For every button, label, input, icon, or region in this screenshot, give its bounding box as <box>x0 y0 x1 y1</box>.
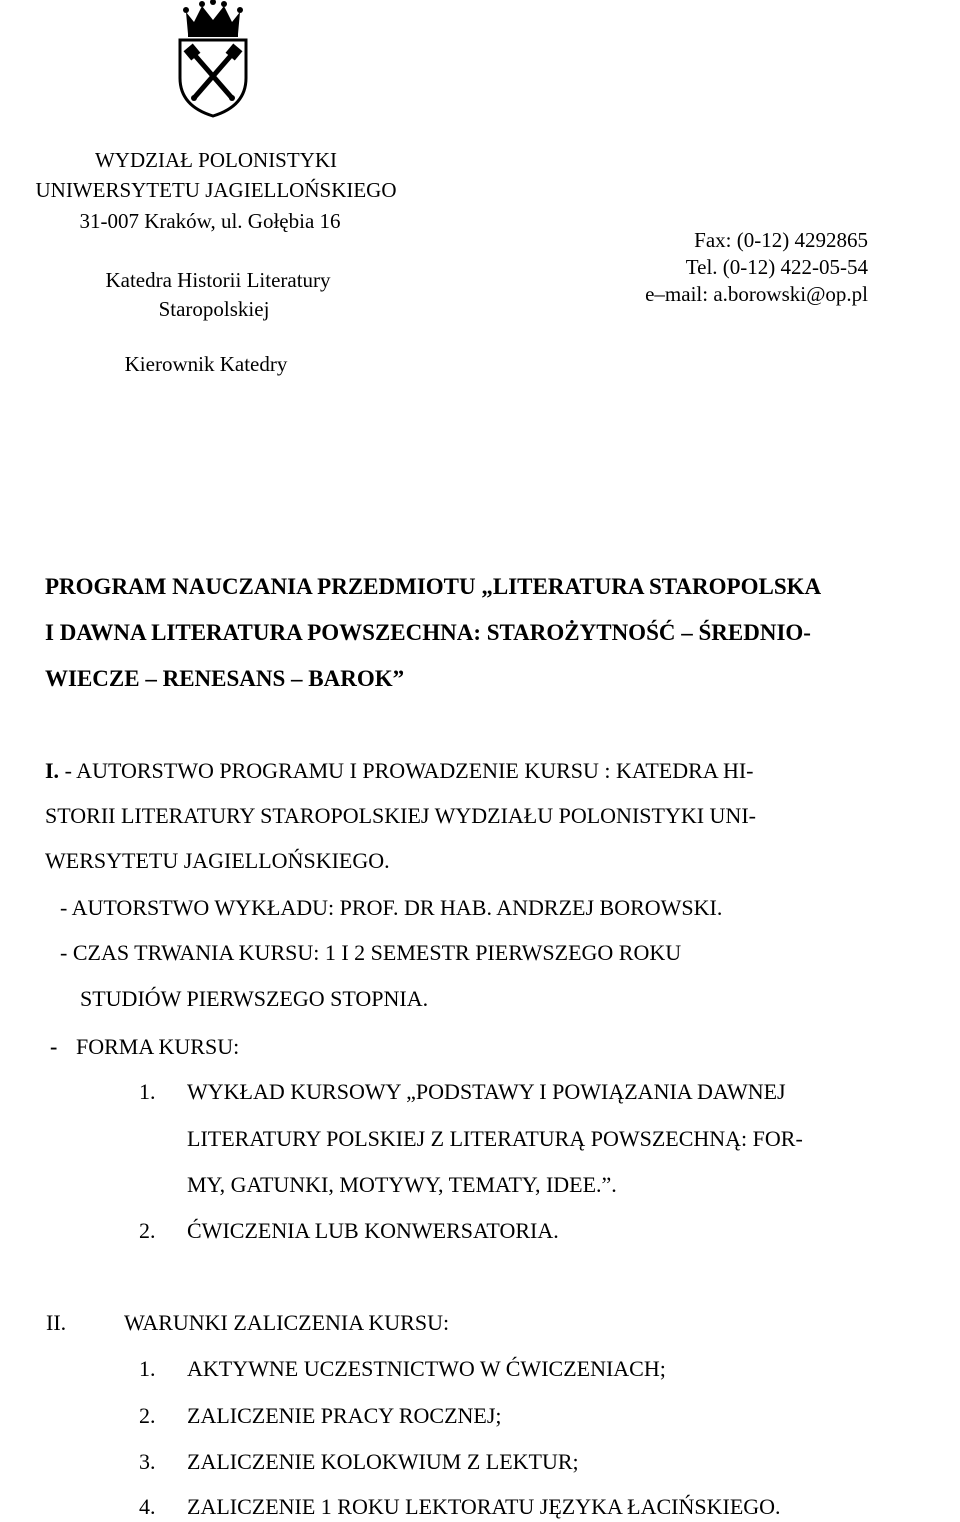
form-item-number: 2. <box>139 1218 156 1243</box>
form-item-number: 1. <box>139 1079 156 1104</box>
form-item-line: MY, GATUNKI, MOTYWY, TEMATY, IDEE.”. <box>187 1172 617 1197</box>
requirement-text: ZALICZENIE 1 ROKU LEKTORATU JĘZYKA ŁACIŃSKIEGO. <box>187 1494 781 1519</box>
department-head-title: Kierownik Katedry <box>124 352 288 376</box>
program-title-line1: PROGRAM NAUCZANIA PRZEDMIOTU „LITERATURA STAROPOLSKA <box>45 574 822 599</box>
form-item-line: LITERATURY POLSKIEJ Z LITERATURĄ POWSZECHNĄ: FOR- <box>187 1126 803 1151</box>
section2-heading: WARUNKI ZALICZENIA KURSU: <box>124 1310 450 1335</box>
section1-line3: WERSYTETU JAGIELLOŃSKIEGO. <box>45 848 390 873</box>
department-name-line1: Katedra Historii Literatury <box>105 268 331 292</box>
requirement-number: 2. <box>139 1403 156 1428</box>
form-item-line: WYKŁAD KURSOWY „PODSTAWY I POWIĄZANIA DAWNEJ <box>187 1079 786 1104</box>
requirement-text: ZALICZENIE PRACY ROCZNEJ; <box>187 1403 502 1428</box>
course-duration-line1: - CZAS TRWANIA KURSU: 1 I 2 SEMESTR PIERWSZEGO ROKU <box>60 940 682 965</box>
faculty-address: 31-007 Kraków, ul. Gołębia 16 <box>79 209 341 233</box>
requirement-number: 4. <box>139 1494 156 1519</box>
contact-email: e–mail: a.borowski@op.pl <box>645 282 868 306</box>
form-item-line: ĆWICZENIA LUB KONWERSATORIA. <box>187 1218 559 1243</box>
course-form-label: FORMA KURSU: <box>76 1034 240 1059</box>
university-crest-logo <box>174 0 252 118</box>
section1-line1-text: - AUTORSTWO PROGRAMU I PROWADZENIE KURSU : KATEDRA HI- <box>59 758 754 783</box>
faculty-name-line2: UNIWERSYTETU JAGIELLOŃSKIEGO <box>35 178 397 202</box>
lecture-author: - AUTORSTWO WYKŁADU: PROF. DR HAB. ANDRZEJ BOROWSKI. <box>60 895 723 920</box>
requirement-text: ZALICZENIE KOLOKWIUM Z LEKTUR; <box>187 1449 579 1474</box>
department-name-line2: Staropolskiej <box>158 297 270 321</box>
contact-fax: Fax: (0-12) 4292865 <box>694 228 868 252</box>
section1-line2: STORII LITERATURY STAROPOLSKIEJ WYDZIAŁU POLONISTYKI UNI- <box>45 803 756 828</box>
course-form-dash: - <box>50 1034 58 1059</box>
program-title-line2: I DAWNA LITERATURA POWSZECHNA: STAROŻYTNOŚĆ – ŚREDNIO- <box>45 620 811 645</box>
requirement-text: AKTYWNE UCZESTNICTWO W ĆWICZENIACH; <box>187 1356 666 1381</box>
program-title-line3: WIECZE – RENESANS – BAROK” <box>45 666 405 691</box>
section1-numeral: I. <box>45 758 60 783</box>
requirement-number: 3. <box>139 1449 156 1474</box>
section1-line1 <box>45 758 754 784</box>
section2-numeral: II. <box>46 1310 67 1335</box>
contact-tel: Tel. (0-12) 422-05-54 <box>685 255 868 279</box>
course-duration-line2: STUDIÓW PIERWSZEGO STOPNIA. <box>80 986 429 1011</box>
faculty-name-line1: WYDZIAŁ POLONISTYKI <box>94 148 338 172</box>
requirement-number: 1. <box>139 1356 156 1381</box>
